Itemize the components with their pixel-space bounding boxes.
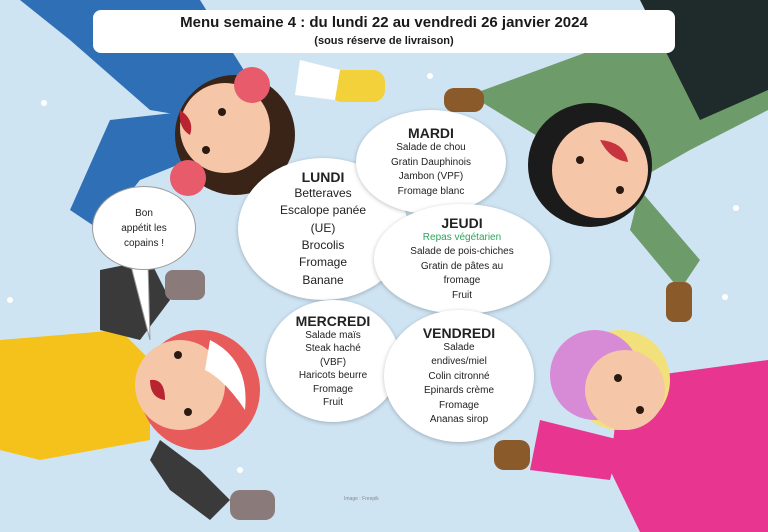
dish-item: Betteraves — [294, 185, 352, 200]
dish-item: Salade — [443, 341, 475, 353]
dish-item: Fromage blanc — [397, 185, 465, 197]
day-card-jeudi — [374, 204, 550, 314]
menu-title-banner — [93, 10, 675, 53]
dish-item: Fruit — [452, 289, 472, 301]
dish-item: Banane — [302, 272, 344, 287]
dish-item: Escalope panée — [279, 203, 367, 218]
dish-item: Steak haché — [305, 343, 361, 354]
dish-item: Brocolis — [301, 238, 345, 252]
dish-item: Fromage — [438, 399, 479, 411]
dish-item: Fromage — [298, 255, 348, 270]
dish-item: Gratin de pâtes au — [420, 260, 504, 272]
dish-item: (VBF) — [319, 356, 347, 368]
page-subtitle: (sous réserve de livraison) — [314, 35, 454, 47]
dish-item: Jambon (VPF) — [398, 171, 464, 182]
day-card-mercredi — [266, 300, 400, 422]
page-title: Menu semaine 4 : du lundi 22 au vendredi 26 janvier 2024 — [180, 14, 588, 31]
vegetarian-tag: Repas végétarien — [422, 231, 502, 243]
dish-item: Haricots beurre — [298, 370, 368, 381]
dish-item: endives/miel — [431, 356, 487, 367]
day-card-mardi — [356, 110, 506, 214]
dish-item: Fruit — [323, 397, 343, 408]
dish-item: fromage — [443, 275, 481, 287]
dish-item: Colin citronné — [428, 370, 490, 382]
dish-item: (UE) — [310, 220, 336, 235]
speech-bubble — [92, 186, 196, 270]
day-name-vendredi: VENDREDI — [422, 324, 496, 341]
day-name-mercredi: MERCREDI — [295, 312, 371, 329]
day-name-jeudi: JEUDI — [441, 214, 483, 231]
speech-bubble-line: Bon — [135, 207, 153, 219]
speech-bubble-line: appétit les — [121, 222, 167, 234]
dish-item: Fromage — [312, 383, 353, 395]
dish-item: Salade maïs — [305, 329, 361, 341]
dish-item: Epinards crème — [423, 385, 495, 396]
child-bottom-left-illustration — [0, 260, 275, 520]
speech-bubble-line: copains ! — [123, 237, 165, 249]
dish-item: Ananas sirop — [429, 414, 489, 425]
dish-item: Salade de pois-chiches — [410, 246, 514, 258]
day-card-vendredi — [384, 310, 534, 442]
day-name-lundi: LUNDI — [301, 168, 345, 185]
dish-item: Salade de chou — [396, 142, 466, 153]
image-credit: Image : Freepik — [344, 496, 379, 502]
child-bottom-right-illustration — [494, 330, 768, 532]
dish-item: Gratin Dauphinois — [390, 156, 472, 168]
day-name-mardi: MARDI — [408, 125, 454, 141]
